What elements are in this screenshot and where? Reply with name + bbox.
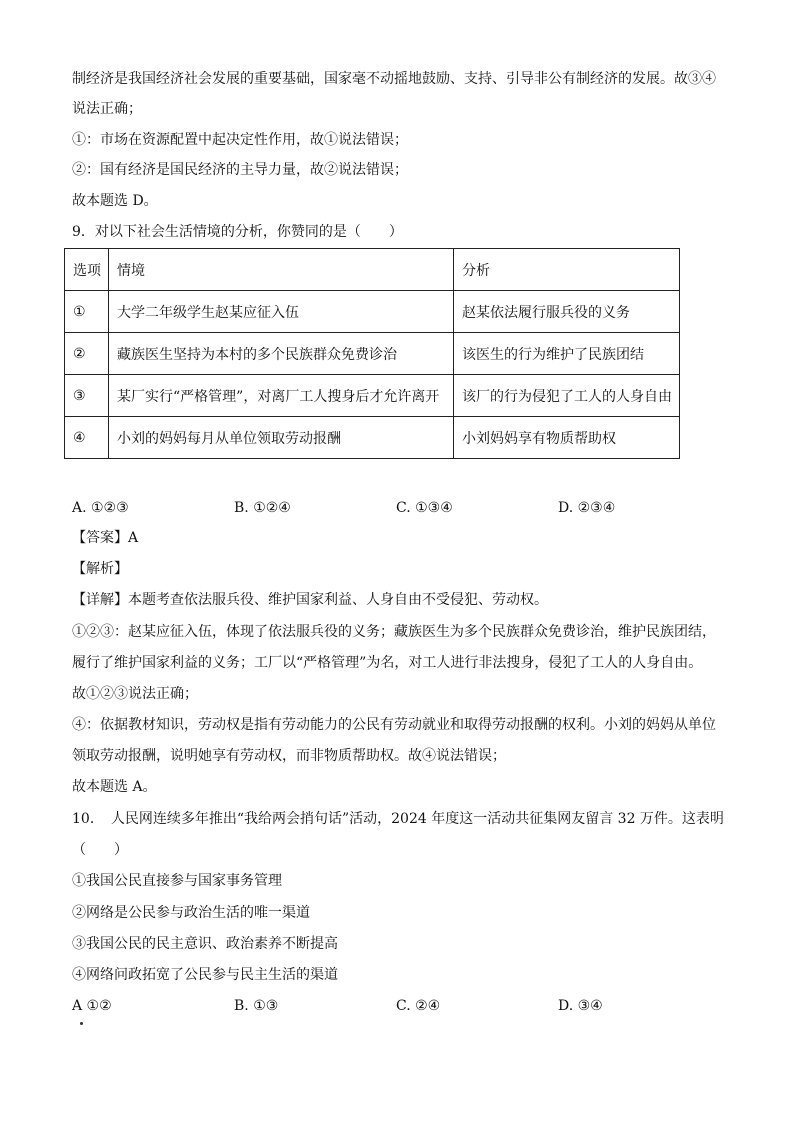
statement-line: ④网络问政拓宽了公民参与民主生活的渠道 (72, 967, 338, 983)
explanation-line: 履行了维护国家利益的义务；工厂以“严格管理”为名，对工人进行非法搜身，侵犯了工人的人身自由。 (72, 655, 703, 671)
table-cell: 该医生的行为维护了民族团结 (454, 333, 680, 375)
table-row (65, 291, 680, 333)
table-row (65, 375, 680, 417)
explanation-line: 故①②③说法正确； (72, 686, 198, 702)
table-header-cell: 情境 (109, 249, 454, 291)
option-d: D. ②③④ (558, 500, 616, 516)
table-cell: ④ (65, 417, 109, 459)
explanation-line: 故本题选 A。 (72, 779, 157, 795)
table-cell: ③ (65, 375, 109, 417)
option-d: D. ③④ (558, 998, 603, 1014)
table-header-row (65, 249, 680, 291)
analysis-label: 【解析】 (72, 561, 128, 577)
table-header-cell: 选项 (65, 249, 109, 291)
table-header-cell: 分析 (454, 249, 680, 291)
explanation-line: ④：依据教材知识，劳动权是指有劳动能力的公民有劳动就业和取得劳动报酬的权利。小刘的妈妈从单位 (72, 717, 716, 733)
table-cell: 赵某依法履行服兵役的义务 (454, 291, 680, 333)
paragraph-line: ②：国有经济是国民经济的主导力量，故②说法错误； (72, 162, 408, 178)
question-10-stem: （ ） (72, 842, 128, 858)
table-cell: ② (65, 333, 109, 375)
paragraph-line: 故本题选 D。 (72, 193, 158, 209)
paragraph-line: ①：市场在资源配置中起决定性作用，故①说法错误； (72, 132, 408, 148)
table-cell: 藏族医生坚持为本村的多个民族群众免费诊治 (109, 333, 454, 375)
question-9-options (72, 498, 712, 518)
paragraph-line: 说法正确； (72, 101, 142, 117)
table-cell: 某厂实行“严格管理”，对离厂工人搜身后才允许离开 (109, 375, 454, 417)
scenario-table (64, 248, 680, 459)
option-a: A. ①②③ (72, 500, 129, 516)
statement-line: ①我国公民直接参与国家事务管理 (72, 873, 282, 889)
option-b: B. ①②④ (234, 500, 291, 516)
statement-line: ②网络是公民参与政治生活的唯一渠道 (72, 905, 310, 921)
question-10-stem: 10． 人民网连续多年推出“我给两会捎句话”活动，2024 年度这一活动共征集网友留言 32 万件。这表明 (72, 811, 724, 827)
table-cell: ① (65, 291, 109, 333)
table-cell: 大学二年级学生赵某应征入伍 (109, 291, 454, 333)
table-row (65, 417, 680, 459)
detail-line: 【详解】本题考查依法服兵役、维护国家利益、人身自由不受侵犯、劳动权。 (72, 592, 548, 608)
question-10-options (72, 996, 712, 1016)
explanation-line: ①②③：赵某应征入伍，体现了依法服兵役的义务；藏族医生为多个民族群众免费诊治，维护民族团结， (72, 624, 716, 640)
statement-line: ③我国公民的民主意识、政治素养不断提高 (72, 936, 338, 952)
option-c: C. ②④ (396, 998, 441, 1014)
option-a: A ①② (72, 998, 112, 1014)
table-cell: 该厂的行为侵犯了工人的人身自由 (454, 375, 680, 417)
answer-line: 【答案】A (72, 530, 139, 546)
question-9-stem: 9．对以下社会生活情境的分析，你赞同的是（ ） (72, 224, 403, 240)
table-cell: 小刘妈妈享有物质帮助权 (454, 417, 680, 459)
paragraph-line: 制经济是我国经济社会发展的重要基础，国家毫不动摇地鼓励、支持、引导非公有制经济的发展。故③④ (72, 71, 716, 87)
table-row (65, 333, 680, 375)
option-c: C. ①③④ (396, 500, 453, 516)
explanation-line: 领取劳动报酬，说明她享有劳动权，而非物质帮助权。故④说法错误； (72, 748, 506, 764)
option-b: B. ①③ (234, 998, 279, 1014)
stray-dot-mark (80, 1022, 83, 1025)
table-cell: 小刘的妈妈每月从单位领取劳动报酬 (109, 417, 454, 459)
